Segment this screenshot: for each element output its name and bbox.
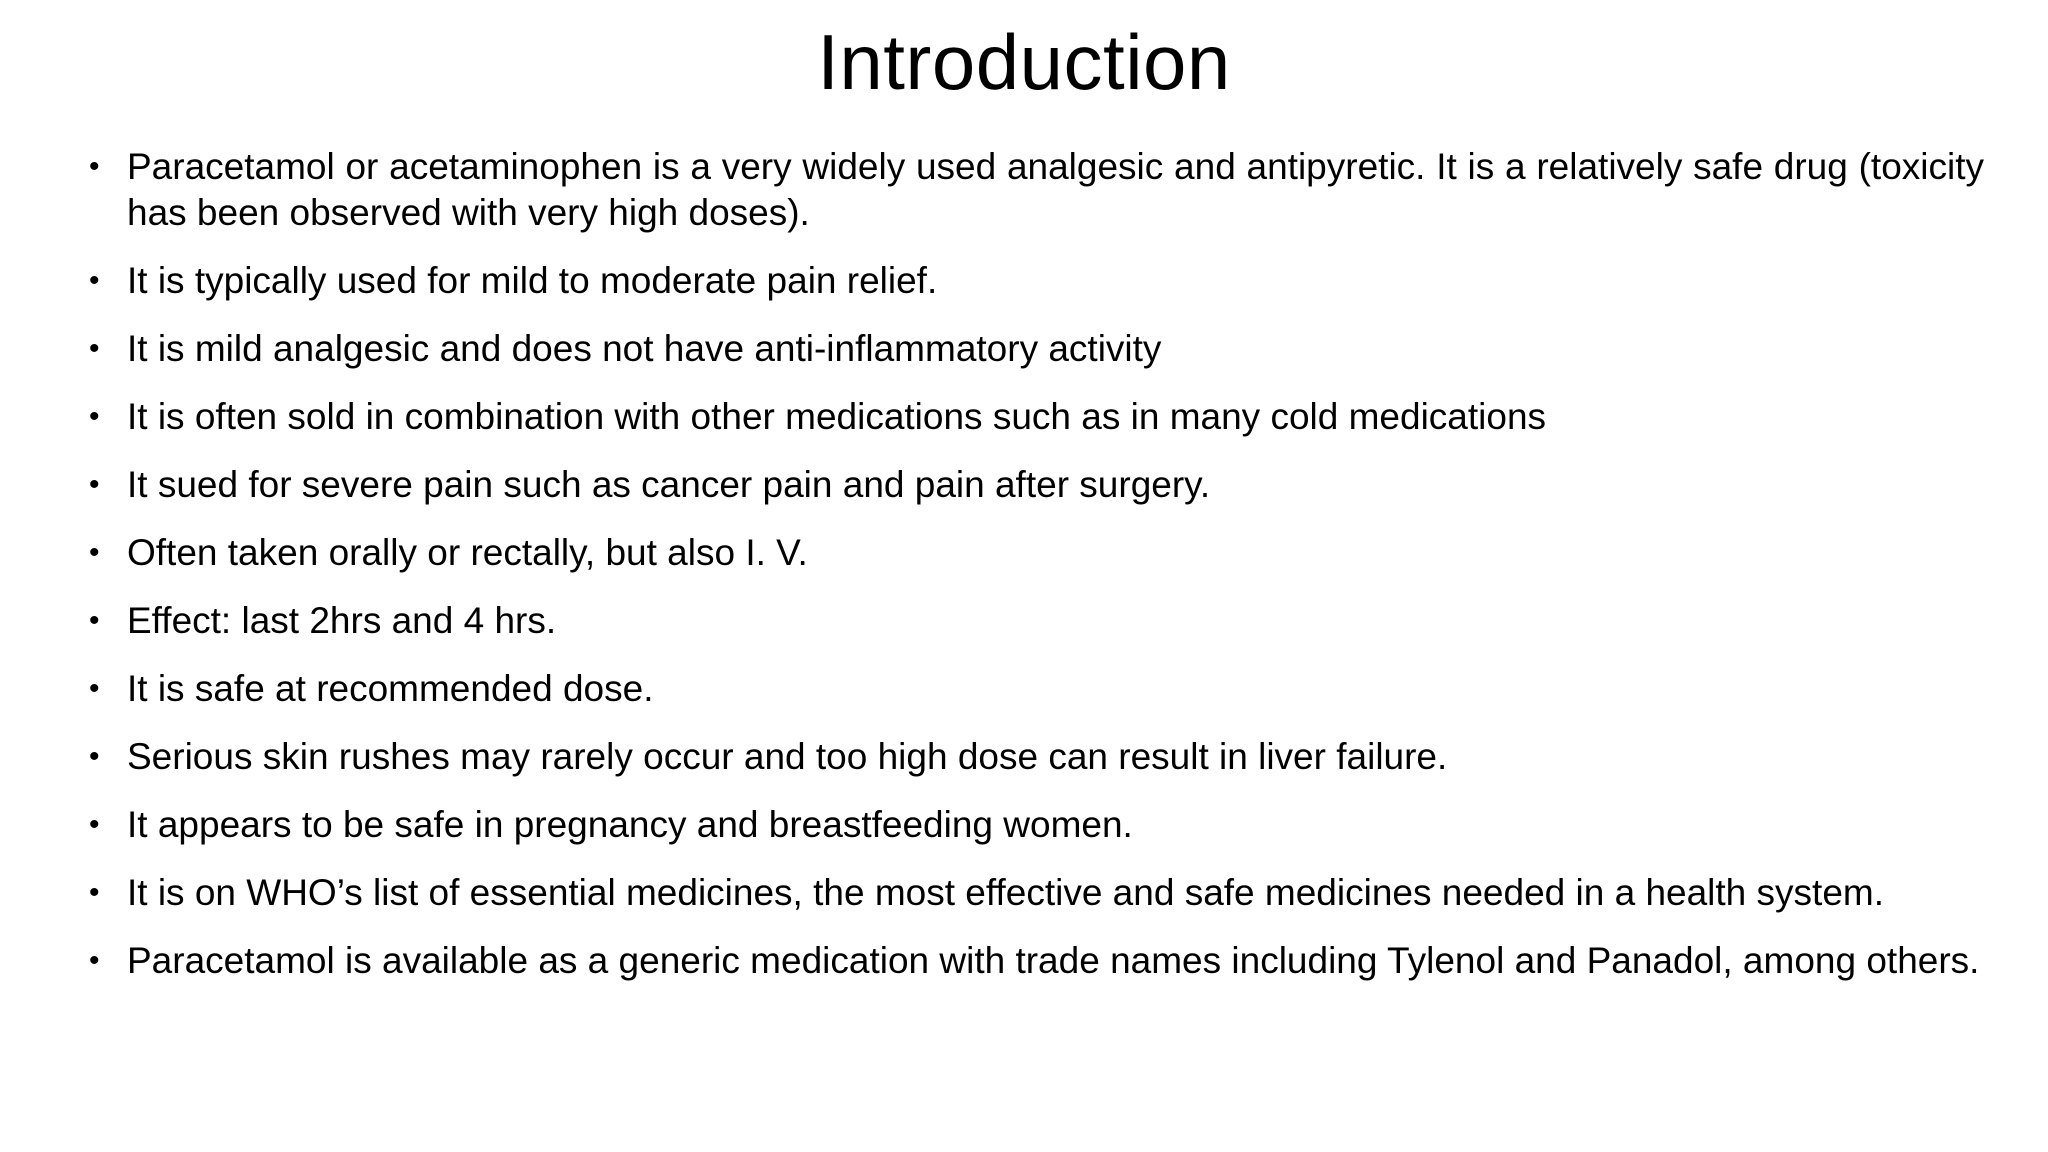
bullet-text: It is typically used for mild to moderate pain relief. bbox=[127, 260, 938, 301]
bullet-item bbox=[89, 326, 1984, 372]
bullet-item bbox=[89, 870, 1984, 916]
bullet-dot-icon: • bbox=[89, 400, 100, 433]
bullet-text: It sued for severe pain such as cancer pain and pain after surgery. bbox=[127, 464, 1211, 505]
bullet-text: It is often sold in combination with other medications such as in many cold medications bbox=[127, 396, 1547, 437]
bullet-dot-icon: • bbox=[89, 944, 100, 977]
bullet-dot-icon: • bbox=[89, 150, 100, 183]
bullet-item bbox=[89, 530, 1984, 576]
bullet-item bbox=[89, 258, 1984, 304]
bullet-text: Paracetamol or acetaminophen is a very widely used analgesic and antipyretic. It is a relatively safe drug (toxicity has been observed with very high doses). bbox=[127, 146, 1984, 233]
bullet-item bbox=[89, 938, 1984, 984]
bullet-dot-icon: • bbox=[89, 876, 100, 909]
bullet-text: Often taken orally or rectally, but also I. V. bbox=[127, 532, 808, 573]
bullet-item bbox=[89, 462, 1984, 508]
bullet-dot-icon: • bbox=[89, 468, 100, 501]
bullet-text: Effect: last 2hrs and 4 hrs. bbox=[127, 600, 557, 641]
bullet-dot-icon: • bbox=[89, 264, 100, 297]
bullet-item bbox=[89, 394, 1984, 440]
bullet-dot-icon: • bbox=[89, 332, 100, 365]
bullet-item bbox=[89, 802, 1984, 848]
bullet-dot-icon: • bbox=[89, 604, 100, 637]
bullet-item bbox=[89, 666, 1984, 712]
bullet-dot-icon: • bbox=[89, 740, 100, 773]
bullet-dot-icon: • bbox=[89, 536, 100, 569]
bullet-text: It appears to be safe in pregnancy and breastfeeding women. bbox=[127, 804, 1133, 845]
bullet-text: It is on WHO’s list of essential medicines, the most effective and safe medicines needed in a health system. bbox=[127, 872, 1884, 913]
bullet-dot-icon: • bbox=[89, 672, 100, 705]
bullet-text: Serious skin rushes may rarely occur and too high dose can result in liver failure. bbox=[127, 736, 1448, 777]
bullet-text: It is mild analgesic and does not have anti-inflammatory activity bbox=[127, 328, 1162, 369]
bullet-dot-icon: • bbox=[89, 808, 100, 841]
bullet-item bbox=[89, 144, 1984, 236]
bullet-text: Paracetamol is available as a generic medication with trade names including Tylenol and Panadol, among others. bbox=[127, 940, 1980, 981]
bullet-item bbox=[89, 598, 1984, 644]
slide-title: Introduction bbox=[817, 18, 1231, 106]
bullet-text: It is safe at recommended dose. bbox=[127, 668, 654, 709]
bullet-list bbox=[89, 144, 1984, 1006]
bullet-item bbox=[89, 734, 1984, 780]
